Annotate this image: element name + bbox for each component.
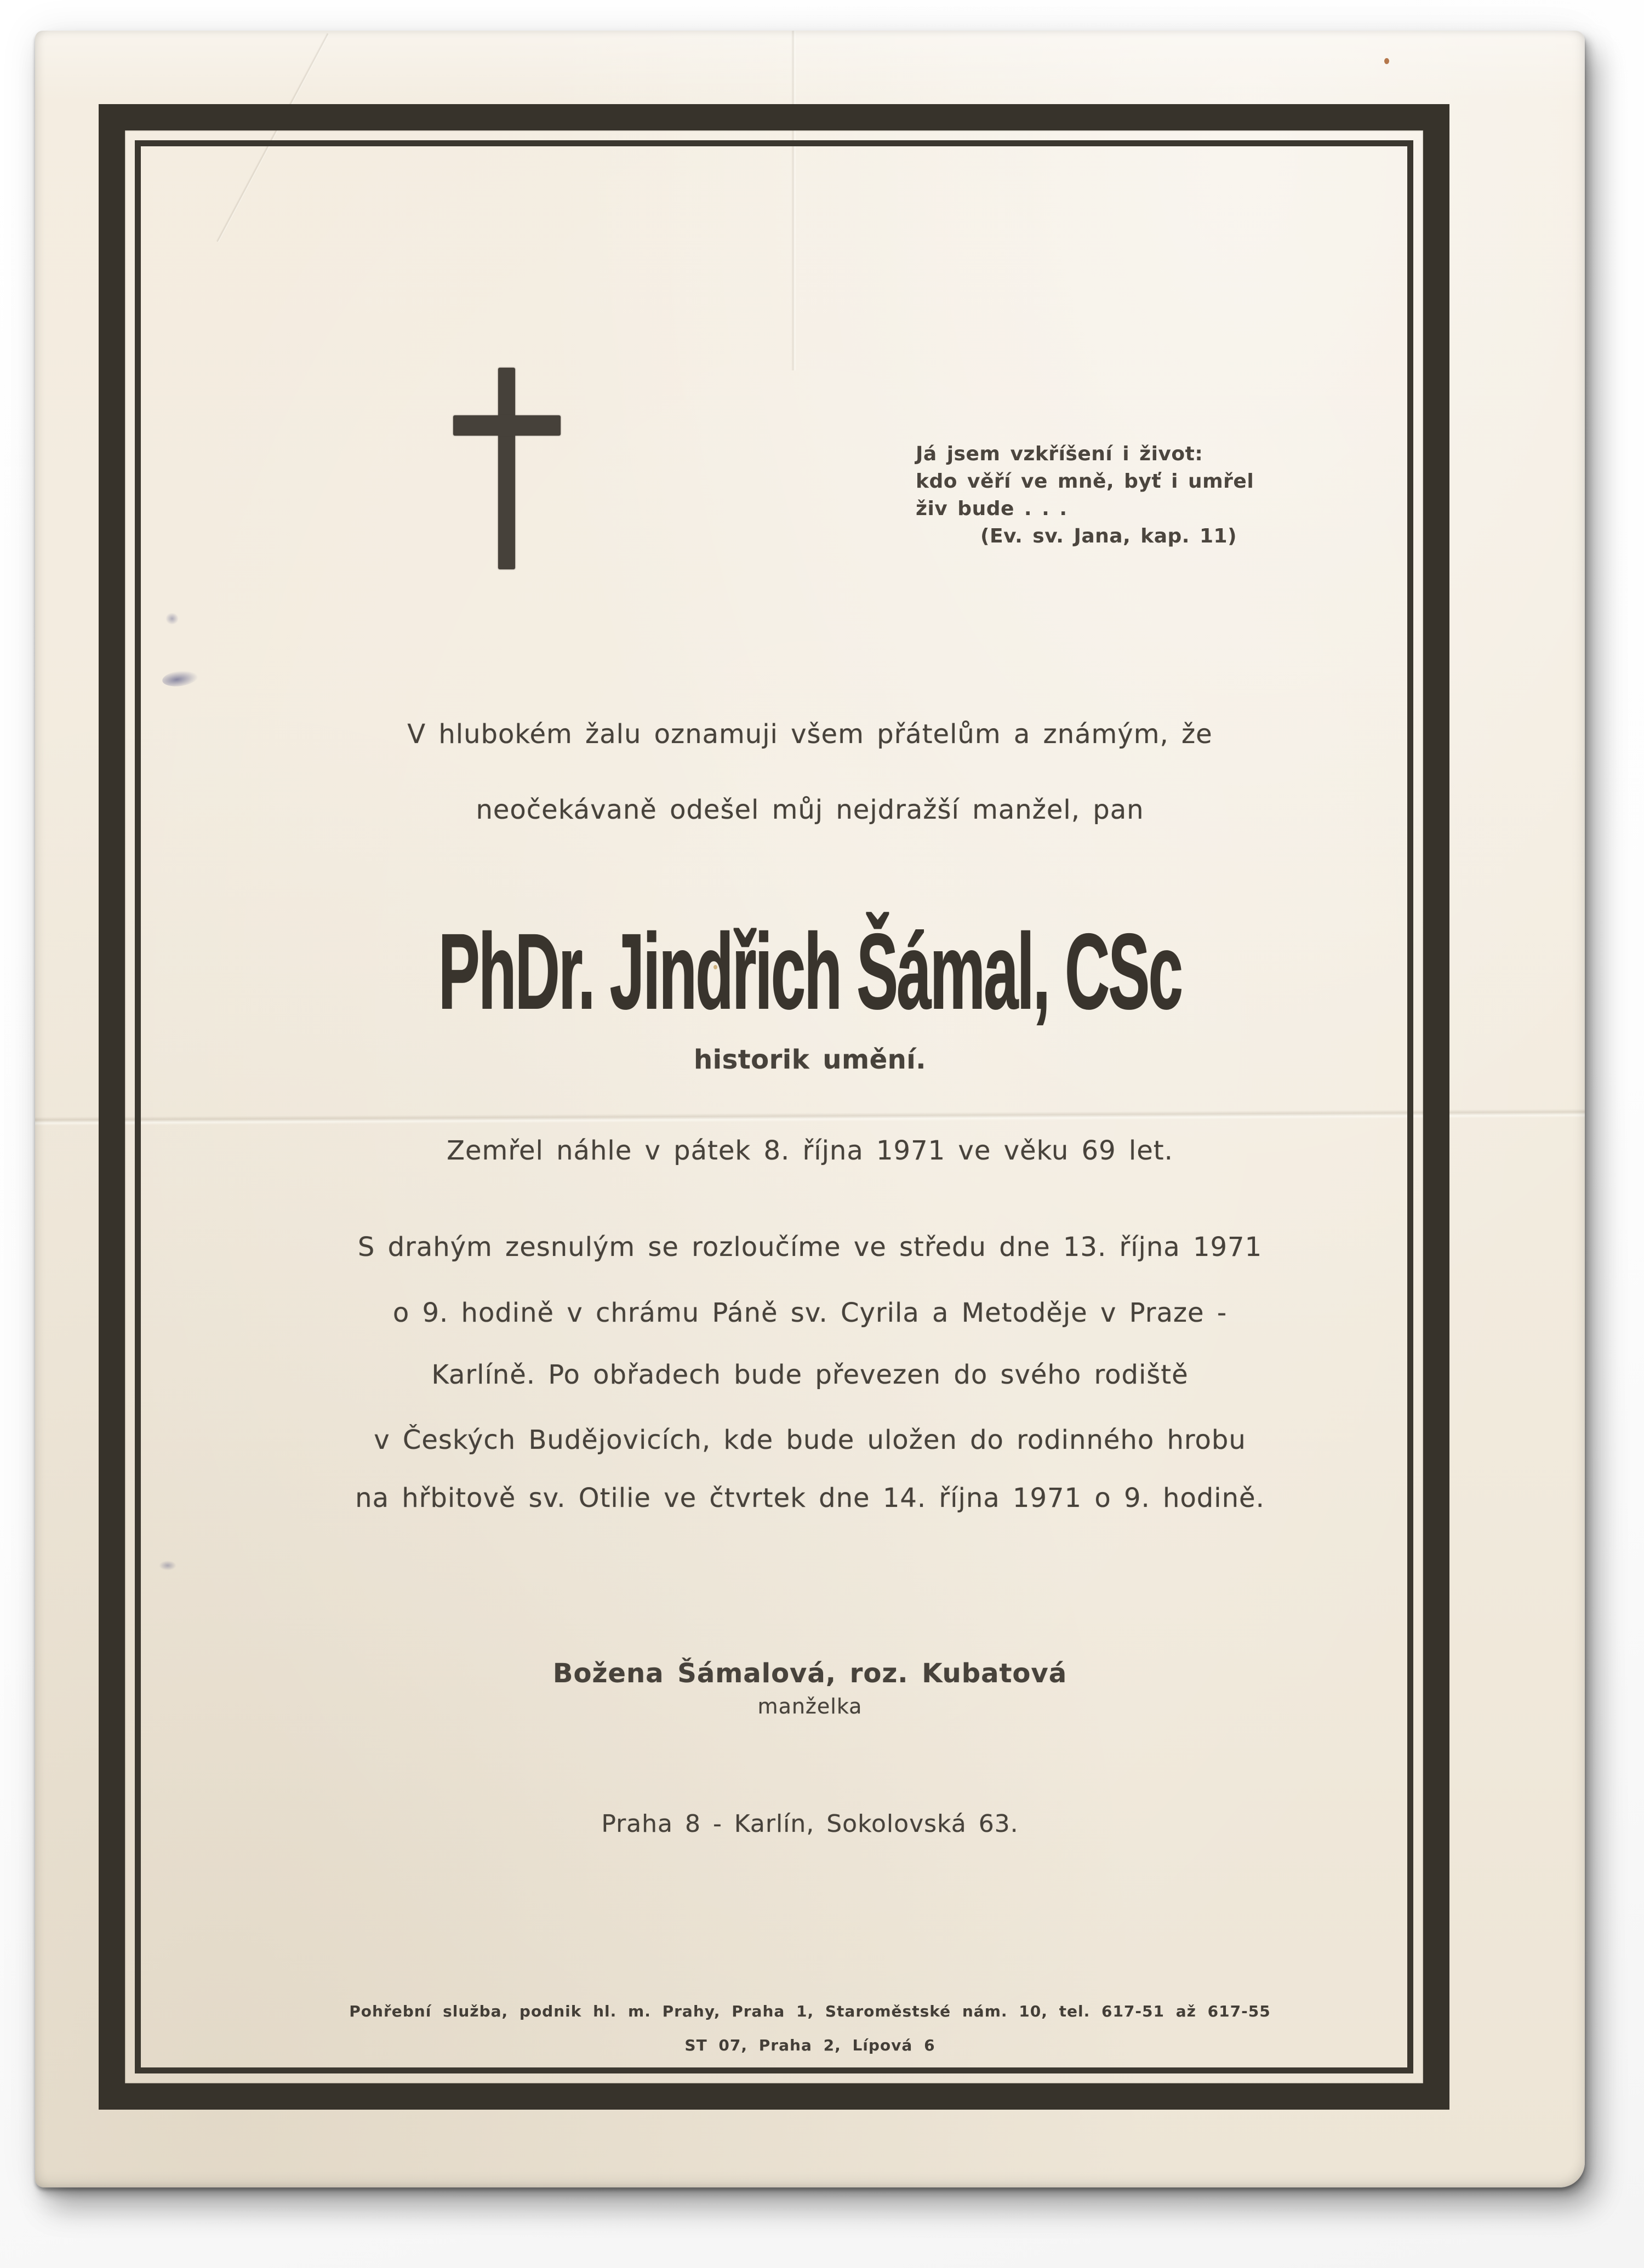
scan-glare [35,31,1585,102]
paper-speck [1384,58,1389,64]
funeral-details-line: v Českých Budějovicích, kde bude uložen do rodinného hrobu [374,1425,1246,1455]
funeral-details-line: o 9. hodině v chrámu Páně sv. Cyrila a Metoděje v Praze - [392,1298,1228,1328]
deceased-profession: historik umění. [694,1044,926,1075]
death-announcement: Zemřel náhle v pátek 8. října 1971 ve věku 69 let. [447,1135,1173,1166]
imprint-line-1: Pohřební služba, podnik hl. m. Prahy, Praha 1, Staroměstské nám. 10, tel. 617-51 až 617-55 [349,2002,1271,2020]
mourning-border-outer [99,104,1449,2110]
funeral-details-line: Karlíně. Po obřadech bude převezen do svého rodiště [431,1359,1189,1390]
survivor-relation: manželka [757,1694,863,1718]
scripture-citation: (Ev. sv. Jana, kap. 11) [980,525,1237,547]
deceased-name [35,914,1585,1029]
scripture-quote-line: Já jsem vzkříšení i život: [916,443,1203,465]
imprint-line-2: ST 07, Praha 2, Lípová 6 [684,2036,935,2054]
deceased-name-text: PhDr. Jindřich Šámal, CSc [438,912,1182,1031]
funeral-notice-paper [35,31,1585,2187]
intro-line-2: neočekávaně odešel můj nejdražší manžel, pan [476,795,1144,825]
survivor-address: Praha 8 - Karlín, Sokolovská 63. [601,1810,1019,1838]
scripture-quote [916,441,1254,550]
funeral-details-line: S drahým zesnulým se rozloučíme ve středu dne 13. října 1971 [357,1232,1263,1262]
intro-line-1: V hlubokém žalu oznamuji všem přátelům a známým, že [407,719,1213,750]
funeral-details-line: na hřbitově sv. Otilie ve čtvrtek dne 14. října 1971 o 9. hodině. [355,1483,1265,1513]
scripture-quote-line: živ bude . . . [916,498,1068,520]
survivor-name: Božena Šámalová, roz. Kubatová [552,1658,1068,1689]
scripture-quote-line: kdo věří ve mně, byť i umřel [916,470,1254,493]
mourning-border-inner [135,140,1413,2073]
